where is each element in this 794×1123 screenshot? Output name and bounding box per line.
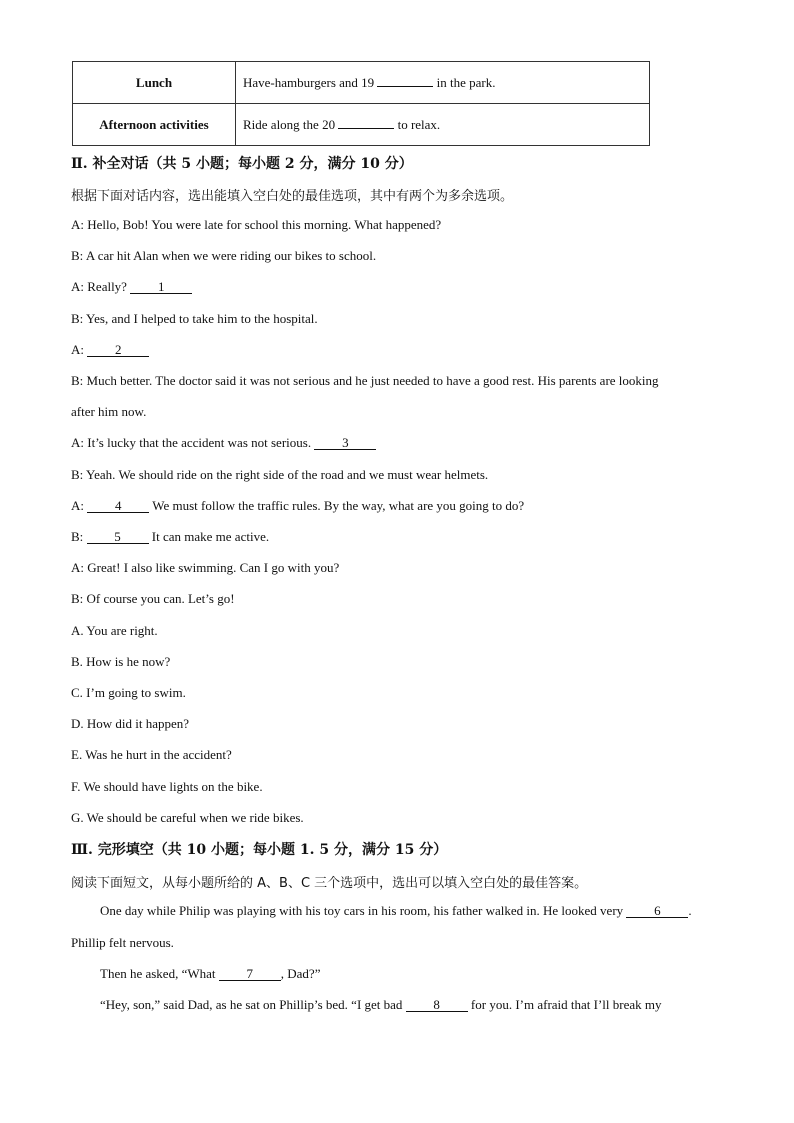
row-value: Ride along the 20 to relax. [236,104,650,146]
dialogue-line: A: Great! I also like swimming. Can I go with you? [71,560,340,575]
passage-line: Then he asked, “What 7 , Dad?” [100,966,321,981]
row-label: Lunch [73,62,236,104]
option-a: A. You are right. [71,623,158,638]
dialogue-line: B: Yes, and I helped to take him to the hospital. [71,311,318,326]
blank-4: 4 [87,499,149,513]
blank-20 [338,128,394,129]
option-g: G. We should be careful when we ride bikes. [71,810,304,825]
blank-3: 3 [314,436,376,450]
option-b: B. How is he now? [71,654,171,669]
dialogue-line: A: Really? 1 [71,279,192,295]
blank-19 [377,86,433,87]
row-value: Have-hamburgers and 19 in the park. [236,62,650,104]
dialogue-line: A: It’s lucky that the accident was not serious. 3 [71,435,376,451]
dialogue-line: B: Of course you can. Let’s go! [71,591,235,606]
blank-5: 5 [87,530,149,544]
dialogue-line: A: 2 [71,342,149,358]
section-2-instruction: 根据下面对话内容，选出能填入空白处的最佳选项，其中有两个为多余选项。 [71,189,514,204]
blank-1: 1 [130,280,192,294]
table-row [73,104,650,146]
section-2-heading: Ⅱ. 补全对话（共 5 小题；每小题 2 分，满分 10 分） [71,156,413,172]
blank-2: 2 [87,343,149,357]
dialogue-line: B: A car hit Alan when we were riding our bikes to school. [71,248,377,263]
blank-6: 6 [626,904,688,918]
dialogue-line: B: Much better. The doctor said it was not serious and he just needed to have a good rest. His parents are looking [71,373,659,388]
dialogue-line: B: 5 It can make me active. [71,529,270,544]
passage-line: “Hey, son,” said Dad, as he sat on Phillip’s bed. “I get bad 8 for you. I’m afraid that I’ll break my [100,997,662,1012]
passage-line: One day while Philip was playing with his toy cars in his room, his father walked in. He looked very 6 . [100,903,692,918]
option-c: C. I’m going to swim. [71,685,186,700]
blank-8: 8 [406,998,468,1012]
section-3-heading: Ⅲ. 完形填空（共 10 小题；每小题 1. 5 分，满分 15 分） [71,842,448,858]
blank-7: 7 [219,967,281,981]
row-label: Afternoon activities [73,104,236,146]
activity-table [72,61,650,146]
table-row [73,62,650,104]
dialogue-line: A: Hello, Bob! You were late for school this morning. What happened? [71,217,442,232]
passage-line: Phillip felt nervous. [71,935,174,950]
option-f: F. We should have lights on the bike. [71,779,263,794]
option-d: D. How did it happen? [71,716,190,731]
option-e: E. Was he hurt in the accident? [71,747,232,762]
dialogue-line-continued: after him now. [71,404,147,419]
dialogue-line: A: 4 We must follow the traffic rules. By the way, what are you going to do? [71,498,525,513]
section-3-instruction: 阅读下面短文，从每小题所给的 A、B、C 三个选项中，选出可以填入空白处的最佳答案。 [71,876,588,891]
dialogue-line: B: Yeah. We should ride on the right side of the road and we must wear helmets. [71,467,489,482]
